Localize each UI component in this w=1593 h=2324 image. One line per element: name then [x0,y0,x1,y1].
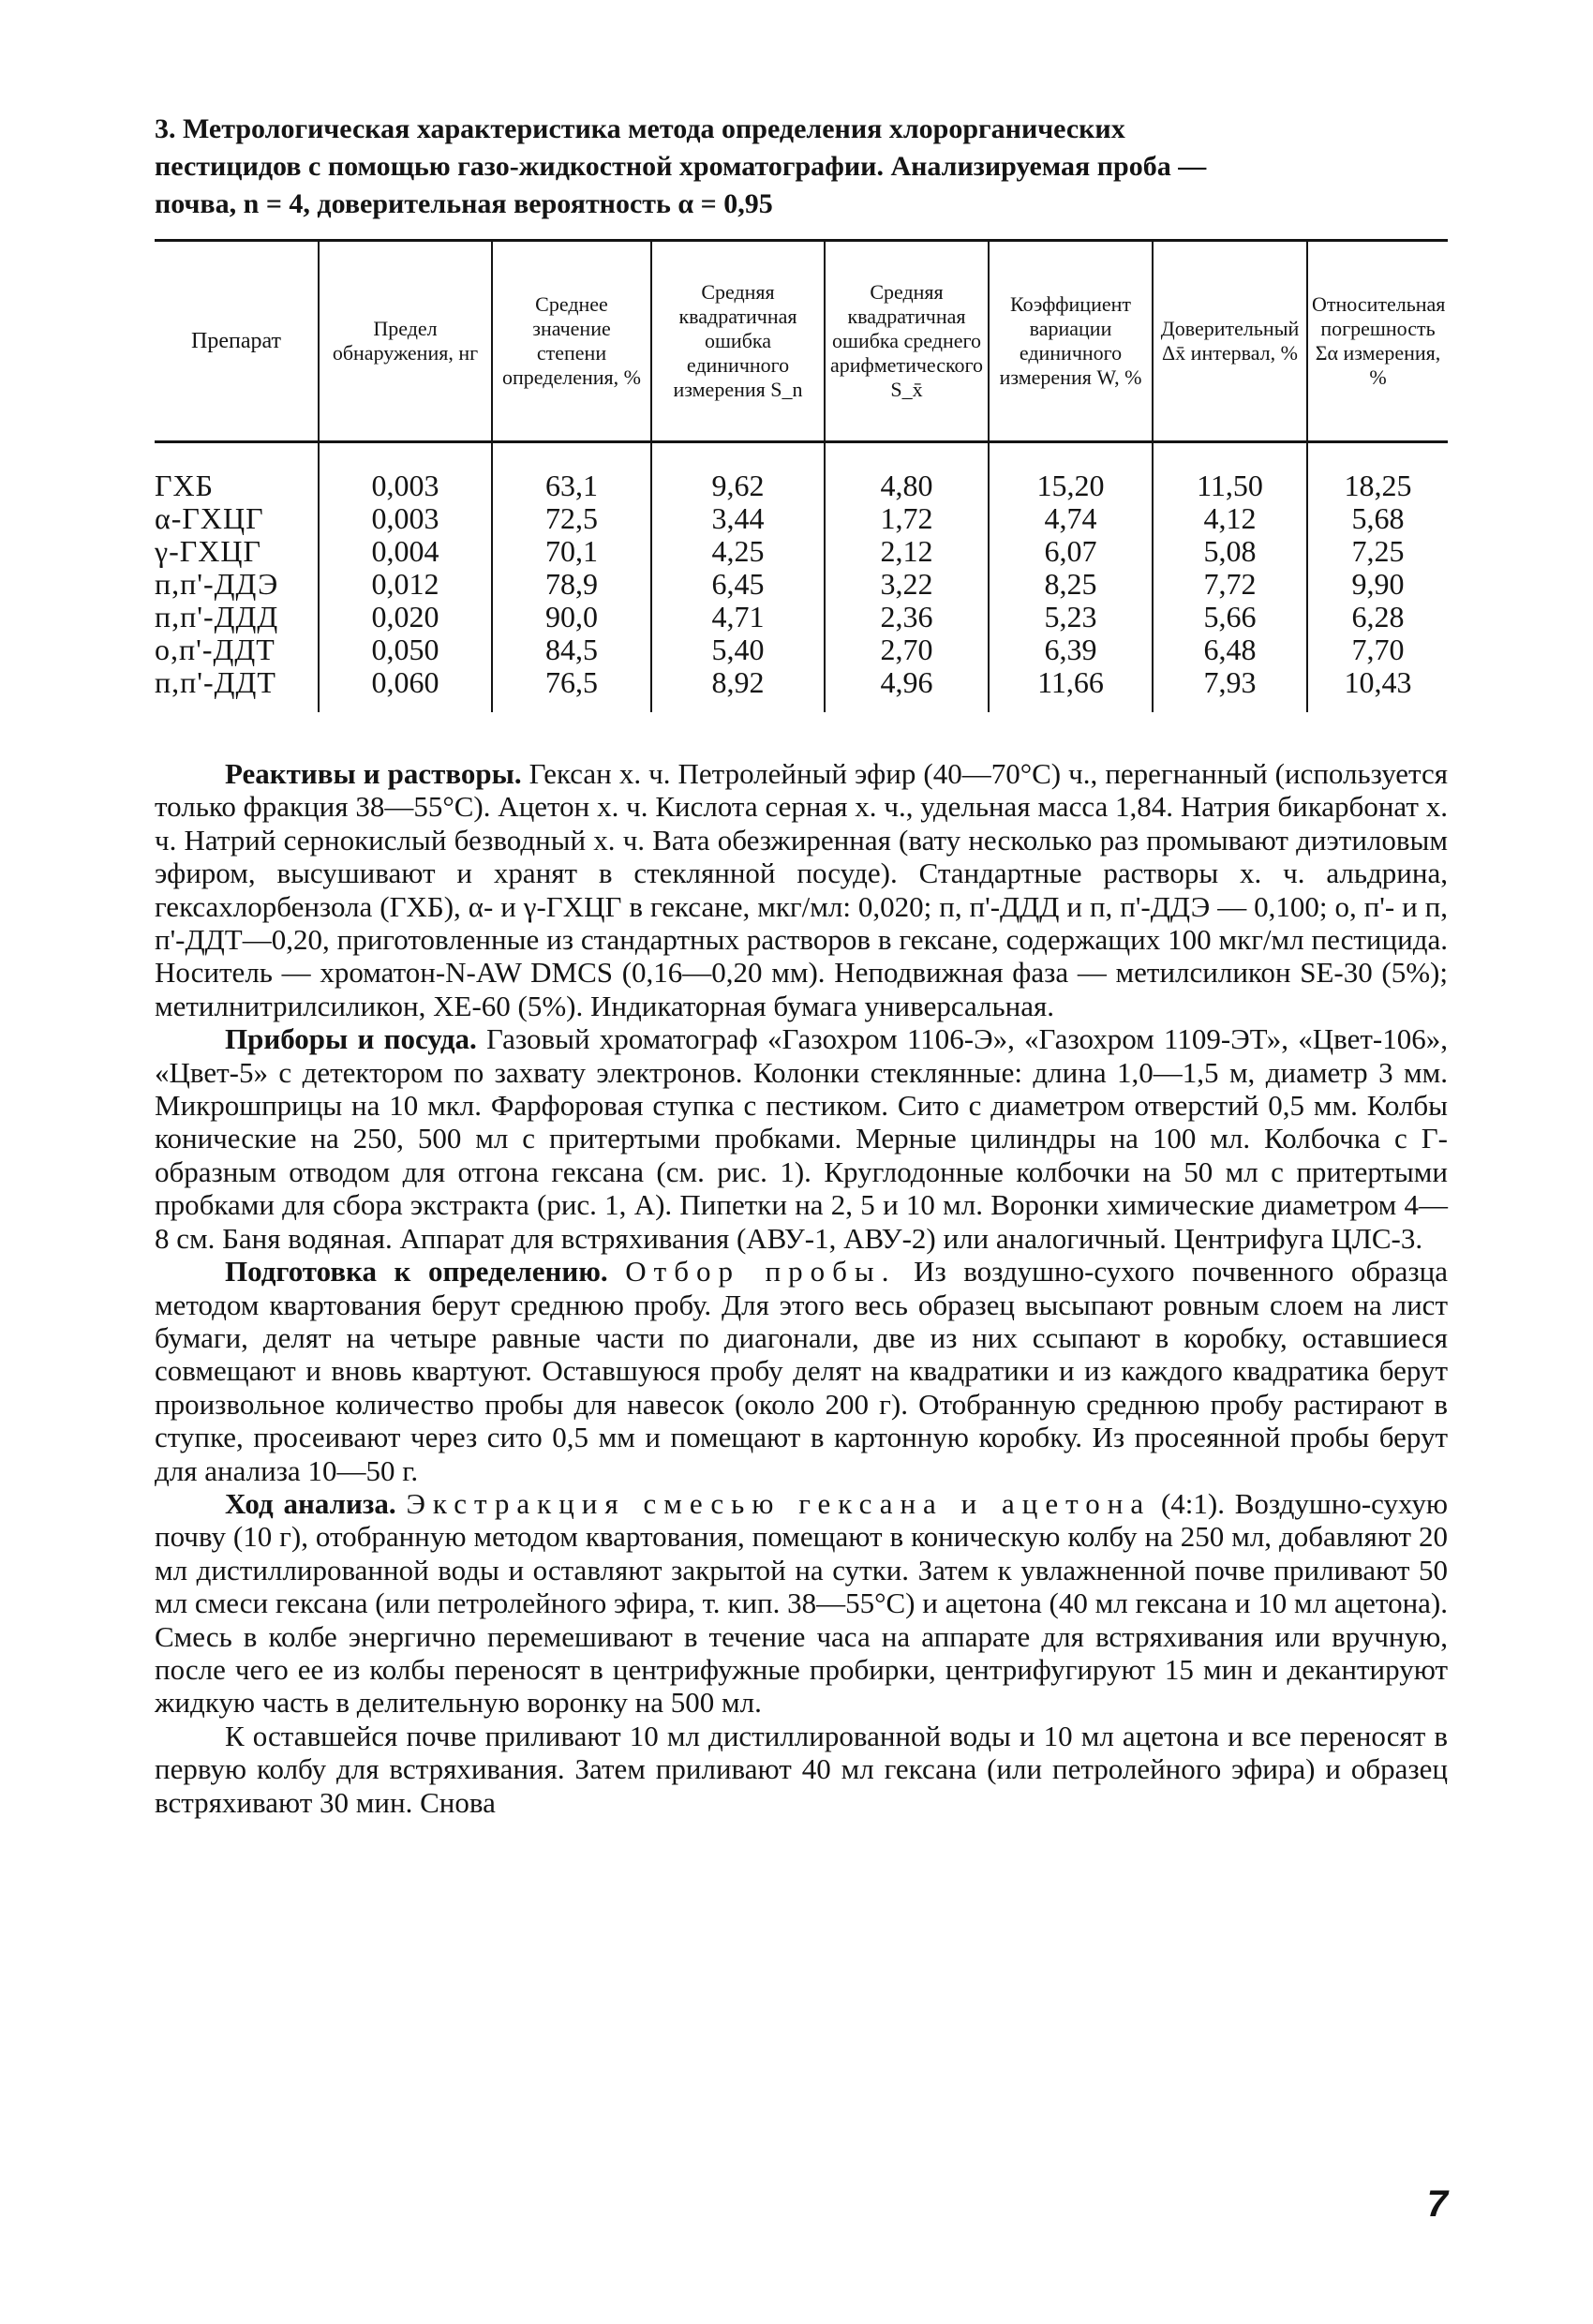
cell: 4,71 [651,601,825,633]
cell-drug: п,п'-ДДЭ [155,567,279,601]
cell: 7,70 [1307,633,1448,666]
analysis-text: (4:1). Воздушно-сухую почву (10 г), отобранную методом квартования, помещают в коническую колбу на 250 мл, добавляют 20 мл дистиллированной воды и оставляют закрытой на сутки. Затем к увлажненной почве приливают 50 мл смеси гексана (или петролейного эфира, т. кип. 38—55°С) и ацетона (40 мл гексана и 10 мл ацетона). Смесь в колбе энергично перемешивают в течение часа на аппарате для встряхивания или вручную, после чего ее из колбы переносят в центрифужные пробирки, центрифугируют 15 мин и декантируют жидкую часть в делительную воронку на 500 мл. [155,1486,1449,1720]
cell: 7,25 [1307,535,1448,568]
cell: 2,12 [825,535,989,568]
table-row [155,442,1448,503]
cell: 8,92 [651,666,825,712]
cell: 0,050 [319,633,492,666]
cell: 0,003 [319,442,492,503]
cell: 15,20 [989,442,1153,503]
cell: 4,74 [989,502,1153,535]
subheading-extraction: Экстракция смесью гексана и ацетона [406,1486,1152,1520]
cell: 3,44 [651,502,825,535]
cell: 4,25 [651,535,825,568]
paragraph-continuation [155,1720,1448,1819]
cell: 5,68 [1307,502,1448,535]
header-variation-coef: Коэффициент вариации единичного измерения W, % [989,241,1153,442]
preparation-text: Из воздушно-сухого почвенного образца методом квартования берут среднюю пробу. Для этого весь образец высыпают ровным слоем на лист бумаги, делят на четыре равные части по диагонали, две из них ссыпают в коробку, оставшиеся совмещают и вновь квартуют. Оставшуюся пробу делят на квадратики и из каждого квадратика берут произвольное количество пробы для навесок (около 200 г). Отобранную среднюю пробу растирают в ступке, просеивают через сито 0,5 мм и помещают в картонную коробку. Из просеянной пробы берут для анализа 10—50 г. [155,1255,1449,1487]
cell: 0,060 [319,666,492,712]
cell: 0,004 [319,535,492,568]
paragraph-devices [155,1022,1448,1255]
header-drug: Препарат [191,329,281,353]
cell: 5,23 [989,601,1153,633]
header-confidence-interval: Доверительный Δx̄ интервал, % [1153,241,1307,442]
cell: 5,66 [1153,601,1307,633]
cell: 11,66 [989,666,1153,712]
cell: 4,96 [825,666,989,712]
header-mean-error: Средняя квадратичная ошибка среднего арифметического S_x̄ [825,241,989,442]
cell: 5,08 [1153,535,1307,568]
cell: 6,28 [1307,601,1448,633]
cell: 8,25 [989,568,1153,601]
cell: 2,36 [825,601,989,633]
caption-line-3: почва, n = 4, доверительная вероятность α = 0,95 [155,188,773,219]
cell: 0,020 [319,601,492,633]
metrology-table [155,239,1448,712]
table-row [155,535,1448,568]
cell: 3,22 [825,568,989,601]
cell: 72,5 [492,502,651,535]
cell: 6,45 [651,568,825,601]
cell-drug: п,п'-ДДТ [155,665,276,699]
heading-devices: Приборы и посуда. [225,1022,477,1056]
cell: 6,07 [989,535,1153,568]
page-number: 7 [1426,2183,1448,2225]
cell: 9,62 [651,442,825,503]
paragraph-analysis [155,1487,1448,1720]
table-row [155,601,1448,633]
table-row [155,502,1448,535]
cell-drug: γ-ГХЦГ [155,534,262,568]
cell: 18,25 [1307,442,1448,503]
header-single-error: Средняя квадратичная ошибка единичного измерения S_n [651,241,825,442]
heading-reagents: Реактивы и растворы. [225,757,522,790]
heading-analysis: Ход анализа. [225,1486,396,1520]
table-row [155,666,1448,712]
cell-drug: п,п'-ДДД [155,600,279,633]
cell: 76,5 [492,666,651,712]
cell: 11,50 [1153,442,1307,503]
cell: 2,70 [825,633,989,666]
cell: 78,9 [492,568,651,601]
cell: 0,012 [319,568,492,601]
paragraph-reagents [155,757,1448,1022]
cell: 10,43 [1307,666,1448,712]
subheading-sampling: Отбор пробы. [625,1255,897,1289]
cell-drug: ГХБ [155,469,214,502]
caption-line-1: 3. Метрологическая характеристика метода определения хлорорганических [155,113,1125,144]
header-detection-limit: Предел обнаружения, нг [319,241,492,442]
heading-preparation: Подготовка к определению. [225,1255,608,1289]
header-mean-recovery: Среднее значение степени определения, % [492,241,651,442]
header-relative-error: Относительная погрешность Σα измерения, % [1307,241,1448,442]
cell-drug: о,п'-ДДТ [155,633,275,666]
cell: 7,93 [1153,666,1307,712]
body-text [155,757,1448,1819]
cell: 4,80 [825,442,989,503]
paragraph-preparation [155,1255,1448,1487]
table-row [155,568,1448,601]
devices-text: Газовый хроматограф «Газохром 1106-Э», «Газохром 1109-ЭТ», «Цвет-106», «Цвет-5» с детектором по захвату электронов. Колонки стеклянные: длина 1,0—1,5 м, диаметр 3 мм. Микрошприцы на 10 мкл. Фарфоровая ступка с пестиком. Сито с диаметром отверстий 0,5 мм. Колбы конические на 250, 500 мл с притертыми пробками. Мерные цилиндры на 100 мл. Колбочка с Г-образным отводом для отгона гексана (см. рис. 1). Круглодонные колбочки на 50 мл с притертыми пробками для сбора экстракта (рис. 1, А). Пипетки на 2, 5 и 10 мл. Воронки химические диаметром 4—8 см. Баня водяная. Аппарат для встряхивания (АВУ-1, АВУ-2) или аналогичный. Центрифуга ЦЛС-3. [155,1022,1448,1255]
table-row [155,633,1448,666]
reagents-text: Гексан х. ч. Петролейный эфир (40—70°С) ч., перегнанный (используется только фракция 38—55°С). Ацетон х. ч. Кислота серная х. ч., удельная масса 1,84. Натрия бикарбонат х. ч. Натрий сернокислый безводный х. ч. Вата обезжиренная (вату несколько раз промывают диэтиловым эфиром, высушивают и хранят в стеклянной посуде). Стандартные растворы х. ч. альдрина, гексахлорбензола (ГХБ), α- и γ-ГХЦГ в гексане, мкг/мл: 0,020; п, п'-ДДД и п, п'-ДДЭ — 0,100; о, п'- и п, п'-ДДТ—0,20, приготовленные из стандартных растворов в гексане, содержащих 100 мкг/мл пестицида. Носитель — хроматон-N-AW DMCS (0,16—0,20 мм). Неподвижная фаза — метилсиликон SE-30 (5%); метилнитрилсиликон, XE-60 (5%). Индикаторная бумага универсальная. [155,757,1449,1022]
cell: 0,003 [319,502,492,535]
continuation-text: К оставшейся почве приливают 10 мл дистиллированной воды и 10 мл ацетона и все переносят в первую колбу для встряхивания. Затем приливают 40 мл гексана (или петролейного эфира) и образец встряхивают 30 мин. Снова [155,1719,1448,1819]
cell: 70,1 [492,535,651,568]
table-header-row [155,241,1448,442]
caption-line-2: пестицидов с помощью газо-жидкостной хроматографии. Анализируемая проба — [155,151,1207,182]
cell: 84,5 [492,633,651,666]
table-caption [155,111,1448,223]
cell: 90,0 [492,601,651,633]
cell-drug: α-ГХЦГ [155,501,264,535]
cell: 6,48 [1153,633,1307,666]
cell: 4,12 [1153,502,1307,535]
cell: 63,1 [492,442,651,503]
cell: 1,72 [825,502,989,535]
cell: 7,72 [1153,568,1307,601]
cell: 5,40 [651,633,825,666]
cell: 9,90 [1307,568,1448,601]
cell: 6,39 [989,633,1153,666]
